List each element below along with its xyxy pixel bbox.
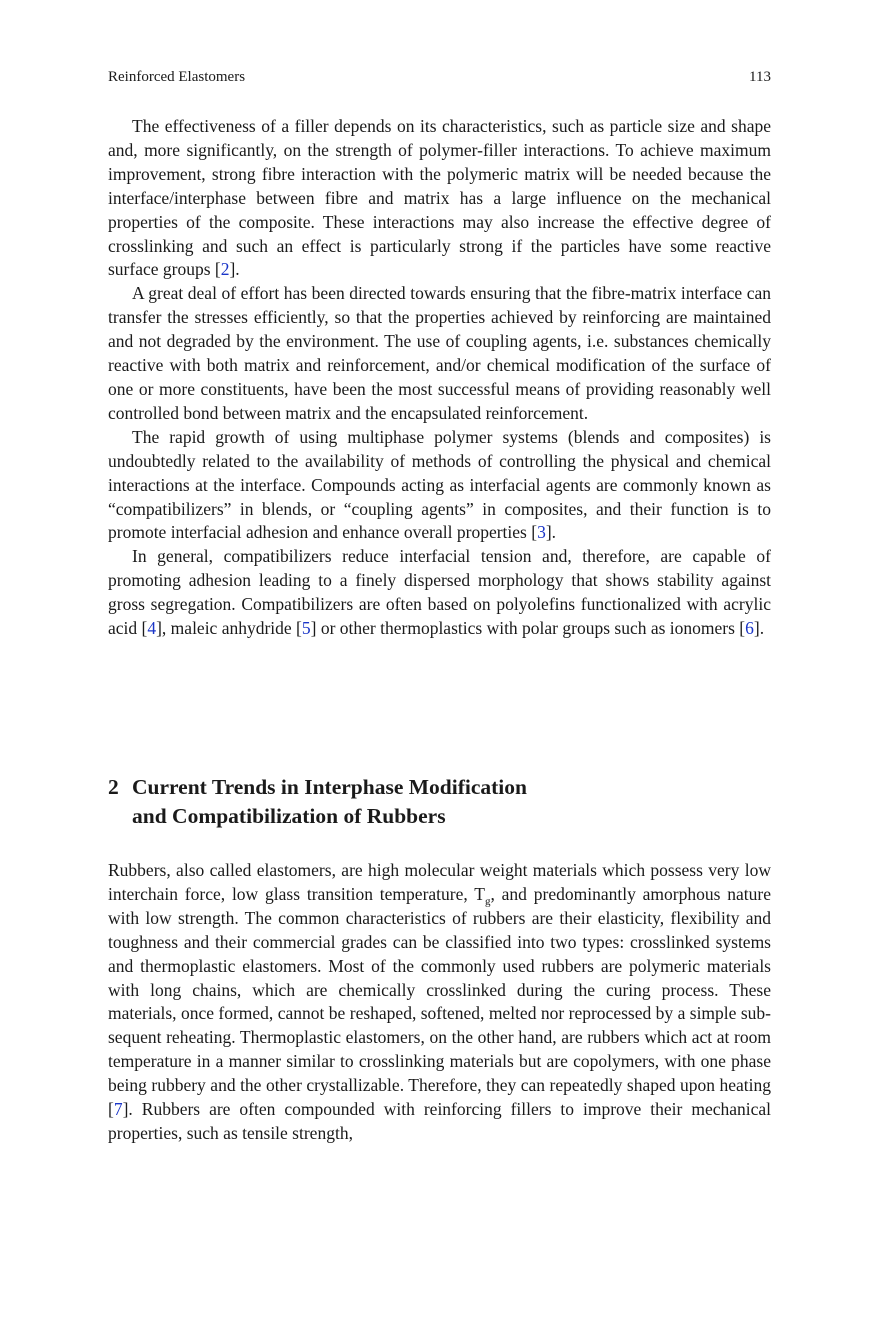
section-title — [108, 773, 771, 830]
citation-link[interactable]: 6 — [745, 618, 754, 639]
text-run: The rapid growth of using multiphase polymer systems (blends and composites) is undoubtedly related to the availability of methods of controlling the physical and chemical interactions at the interface. Compounds acting as interfacial agents are commonly known as “compatibilizers” in blends, or “coupling agents” in composites, and their function is to promote interfacial adhesion and enhance overall properties [ — [108, 426, 771, 543]
citation-link[interactable]: 4 — [147, 618, 157, 639]
section-heading — [108, 773, 771, 830]
text-run: , and predominantly amorphous nature with low strength. The common characteristics of rubbers are their elasticity, flexibility and toughness and their commercial grades can be classified into two types: crosslinked systems and thermoplastic elastomers. Most of the commonly used rubbers are polymeric materials with long chains, which are chemically crosslinked during the curing process. These materials, once formed, cannot be reshaped, softened, melted nor reprocessed by a simple subsequent reheating. Thermoplastic elastomers, on the other hand, are rubbers which act at room temperature in a manner similar to crosslinking materials but are copolymers, with one phase being rubbery and the other crystallizable. Therefore, they can repeatedly shaped upon heating [ — [108, 883, 771, 1120]
citation-link[interactable]: 2 — [220, 259, 230, 280]
paragraph — [108, 545, 771, 641]
paragraph — [108, 426, 771, 546]
paragraph — [108, 859, 771, 1146]
running-header — [108, 69, 771, 89]
text-run: The effectiveness of a filler depends on its characteristics, such as particle size and shape and, more significantly, on the strength of polymer-filler interactions. To achieve maximum improvement, strong fibre interaction with the polymeric matrix will be needed because the interface/interphase between fibre and matrix has a large influence on the mechanical properties of the composite. These interactions may also increase the effective degree of crosslinking and such an effect is particularly strong if the particles have some reactive surface groups [ — [108, 116, 771, 280]
running-title: Reinforced Elastomers — [108, 69, 246, 85]
text-run: Rubbers, also called elastomers, are high molecular weight materials which possess very low interchain force, low glass transition temperature, T — [108, 860, 771, 904]
section-title-line1: Current Trends in Interphase Modification — [132, 775, 527, 799]
citation-link[interactable]: 3 — [537, 522, 546, 543]
section-number: 2 — [108, 775, 119, 799]
text-run: In general, compatibilizers reduce interfacial tension and, therefore, are capable of promoting adhesion leading to a finely dispersed morphology that shows stability against gross segregation. Compatibilizers are often based on polyolefins functionalized with acrylic acid [ — [108, 546, 771, 639]
page-number: 113 — [749, 69, 771, 85]
text-run: ]. — [753, 618, 765, 639]
section-body — [108, 859, 771, 1146]
paragraph — [108, 282, 771, 425]
text-run: A great deal of effort has been directed towards ensuring that the fibre-matrix interface can transfer the stresses efficiently, so that the properties achieved by reinforcing are maintained and not degraded by the environment. The use of coupling agents, i.e. substances chemically reactive with both matrix and reinforcement, and/or chemical modification of the surface of one or more constituents, have been the most successful means of providing reasonably well controlled bond between matrix and the encapsulated reinforcement. — [108, 283, 771, 423]
text-run: ]. — [545, 522, 557, 543]
section-title-line2: and Compatibilization of Rubbers — [132, 803, 446, 828]
citation-link[interactable]: 7 — [113, 1099, 123, 1120]
text-run: ]. Rubbers are often compounded with reinforcing fillers to improve their mechanical properties, such as tensile strength, — [108, 1099, 771, 1143]
subscript: g — [484, 895, 491, 908]
body-text — [108, 115, 771, 641]
text-run: ] or other thermoplastics with polar groups such as ionomers [ — [310, 618, 746, 639]
text-run: ]. — [229, 259, 240, 280]
citation-link[interactable]: 5 — [301, 618, 311, 639]
text-run: ], maleic anhydride [ — [156, 618, 302, 639]
paragraph — [108, 115, 771, 282]
